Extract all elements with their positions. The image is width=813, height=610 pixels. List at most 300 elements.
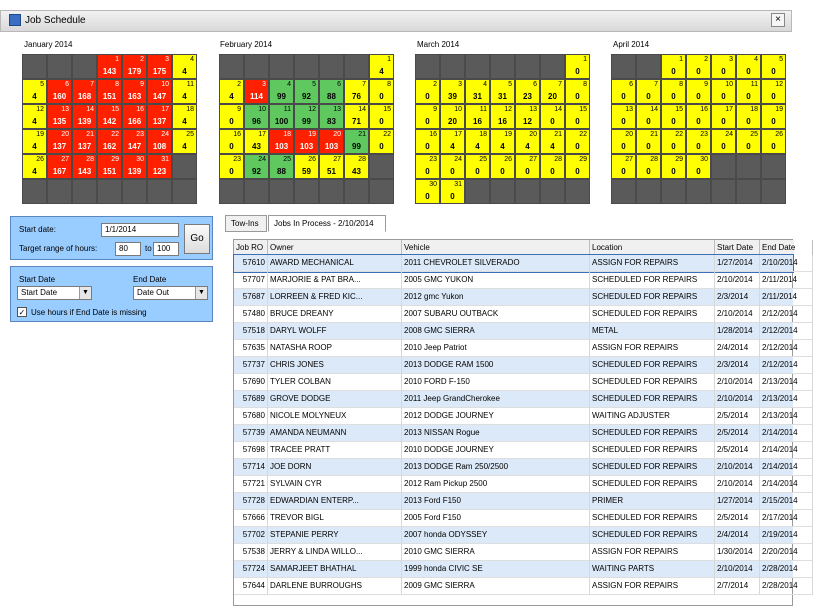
calendar-day[interactable] <box>72 79 97 104</box>
calendar-day[interactable] <box>636 154 661 179</box>
calendar-day[interactable] <box>122 154 147 179</box>
calendar-day[interactable] <box>540 104 565 129</box>
calendar-day[interactable] <box>244 104 269 129</box>
day-number: 23 <box>429 156 437 163</box>
table-row[interactable] <box>234 357 798 374</box>
calendar-empty-cell <box>636 179 661 204</box>
header-job-ro[interactable]: Job RO <box>234 240 268 255</box>
close-button[interactable]: × <box>771 13 785 27</box>
day-number: 25 <box>479 156 487 163</box>
owner-cell: TREVOR BIGL <box>268 510 402 527</box>
day-number: 30 <box>136 156 144 163</box>
calendar-day[interactable] <box>761 79 786 104</box>
calendar-day[interactable] <box>611 129 636 154</box>
calendar-day[interactable] <box>319 79 344 104</box>
day-number: 12 <box>36 106 44 113</box>
location-cell: METAL <box>590 323 715 340</box>
filter-panel <box>10 216 213 260</box>
job-ro-cell: 57702 <box>234 527 268 544</box>
calendar-day[interactable] <box>22 154 47 179</box>
calendar-day[interactable] <box>72 129 97 154</box>
calendar-day[interactable] <box>415 79 440 104</box>
calendar-day[interactable] <box>219 104 244 129</box>
calendar-day[interactable] <box>515 79 540 104</box>
calendar-day[interactable] <box>344 154 369 179</box>
calendar-day[interactable] <box>540 154 565 179</box>
day-hours: 20 <box>548 92 557 101</box>
calendar-day[interactable] <box>369 104 394 129</box>
calendar-day[interactable] <box>147 104 172 129</box>
calendar-day[interactable] <box>22 79 47 104</box>
owner-cell: CHRIS JONES <box>268 357 402 374</box>
day-hours: 4 <box>182 67 187 76</box>
day-number: 8 <box>583 81 587 88</box>
day-hours: 0 <box>621 142 626 151</box>
start-date-select[interactable] <box>17 286 92 300</box>
vehicle-cell: 2007 SUBARU OUTBACK <box>402 306 590 323</box>
calendar-day[interactable] <box>172 129 197 154</box>
calendar-day[interactable] <box>686 129 711 154</box>
day-number: 19 <box>36 131 44 138</box>
calendar-day[interactable] <box>172 104 197 129</box>
day-hours: 59 <box>302 167 311 176</box>
day-hours: 137 <box>52 142 67 151</box>
day-number: 11 <box>283 106 291 113</box>
end-date-cell: 2/19/2014 <box>760 527 813 544</box>
day-hours: 143 <box>77 167 92 176</box>
calendar-day[interactable] <box>415 179 440 204</box>
day-hours: 0 <box>575 167 580 176</box>
day-number: 13 <box>333 106 341 113</box>
day-hours: 16 <box>498 117 507 126</box>
calendar-empty-cell <box>219 179 244 204</box>
day-hours: 0 <box>671 167 676 176</box>
calendar-empty-cell <box>636 54 661 79</box>
calendar-empty-cell <box>172 154 197 179</box>
day-hours: 88 <box>277 167 286 176</box>
day-hours: 0 <box>646 92 651 101</box>
calendar-day[interactable] <box>294 129 319 154</box>
calendar-day[interactable] <box>661 129 686 154</box>
start-date-input[interactable]: 1/1/2014 <box>101 223 179 237</box>
calendar-april <box>611 54 786 204</box>
day-number: 15 <box>383 106 391 113</box>
calendar-day[interactable] <box>611 79 636 104</box>
calendar-day[interactable] <box>490 104 515 129</box>
start-date-cell: 1/27/2014 <box>715 255 760 272</box>
table-row[interactable] <box>234 306 798 323</box>
calendar-day[interactable] <box>147 154 172 179</box>
calendar-day[interactable] <box>540 79 565 104</box>
calendar-day[interactable] <box>294 154 319 179</box>
table-row[interactable] <box>234 272 797 289</box>
day-hours: 4 <box>500 142 505 151</box>
calendar-day[interactable] <box>344 79 369 104</box>
calendar-day[interactable] <box>172 79 197 104</box>
calendar-day[interactable] <box>440 129 465 154</box>
day-hours: 92 <box>302 92 311 101</box>
day-number: 28 <box>650 156 658 163</box>
month-label-march: March 2014 <box>417 40 460 49</box>
day-hours: 0 <box>696 67 701 76</box>
calendar-empty-cell <box>515 179 540 204</box>
calendar-day[interactable] <box>515 154 540 179</box>
job-ro-cell: 57737 <box>234 357 268 374</box>
day-hours: 4 <box>32 142 37 151</box>
vehicle-cell: 2013 Ford F150 <box>402 493 590 510</box>
calendar-empty-cell <box>47 179 72 204</box>
calendar-empty-cell <box>369 154 394 179</box>
job-ro-cell: 57635 <box>234 340 268 357</box>
day-number: 10 <box>725 81 733 88</box>
owner-cell: SAMARJEET BHATHAL <box>268 561 402 578</box>
calendar-day[interactable] <box>711 104 736 129</box>
location-cell: SCHEDULED FOR REPAIRS <box>590 425 715 442</box>
calendar-day[interactable] <box>244 154 269 179</box>
day-hours: 83 <box>327 117 336 126</box>
table-row[interactable] <box>234 493 798 510</box>
day-number: 9 <box>704 81 708 88</box>
table-row[interactable] <box>234 459 798 476</box>
day-hours: 0 <box>450 192 455 201</box>
table-row[interactable] <box>234 340 798 357</box>
table-row[interactable] <box>234 527 798 544</box>
calendar-day[interactable] <box>736 79 761 104</box>
tab-tow-ins[interactable]: Tow-Ins <box>225 215 267 232</box>
table-row[interactable] <box>234 442 798 459</box>
calendar-day[interactable] <box>319 104 344 129</box>
table-header <box>234 240 794 255</box>
day-number: 22 <box>383 131 391 138</box>
calendar-day[interactable] <box>72 104 97 129</box>
day-hours: 0 <box>550 117 555 126</box>
location-cell: SCHEDULED FOR REPAIRS <box>590 289 715 306</box>
end-date-cell: 2/20/2014 <box>760 544 813 561</box>
calendar-day[interactable] <box>711 129 736 154</box>
day-number: 24 <box>258 156 266 163</box>
calendar-day[interactable] <box>465 104 490 129</box>
calendar-day[interactable] <box>319 154 344 179</box>
calendar-empty-cell <box>661 179 686 204</box>
day-hours: 92 <box>252 167 261 176</box>
table-row[interactable] <box>234 323 798 340</box>
hours-to-input[interactable]: 100 <box>153 242 179 256</box>
calendar-day[interactable] <box>611 104 636 129</box>
calendar-empty-cell <box>344 54 369 79</box>
calendar-day[interactable] <box>369 79 394 104</box>
calendar-day[interactable] <box>440 154 465 179</box>
calendar-day[interactable] <box>686 54 711 79</box>
start-date-cell: 2/4/2014 <box>715 527 760 544</box>
calendar-day[interactable] <box>122 54 147 79</box>
day-hours: 0 <box>621 167 626 176</box>
calendar-day[interactable] <box>415 154 440 179</box>
calendar-day[interactable] <box>515 104 540 129</box>
job-ro-cell: 57610 <box>234 255 268 272</box>
calendar-day[interactable] <box>440 179 465 204</box>
calendar-empty-cell <box>22 179 47 204</box>
calendar-day[interactable] <box>122 79 147 104</box>
start-date-cell: 1/28/2014 <box>715 323 760 340</box>
location-cell: SCHEDULED FOR REPAIRS <box>590 442 715 459</box>
day-hours: 4 <box>379 67 384 76</box>
day-number: 21 <box>358 131 366 138</box>
day-number: 17 <box>161 106 169 113</box>
header-location[interactable]: Location <box>590 240 715 255</box>
calendar-day[interactable] <box>122 129 147 154</box>
use-hours-checkbox[interactable]: ✓ <box>18 308 26 317</box>
day-number: 30 <box>429 181 437 188</box>
location-cell: SCHEDULED FOR REPAIRS <box>590 510 715 527</box>
day-number: 8 <box>679 81 683 88</box>
day-number: 2 <box>140 56 144 63</box>
calendar-day[interactable] <box>565 129 590 154</box>
calendar-day[interactable] <box>686 154 711 179</box>
calendar-day[interactable] <box>490 79 515 104</box>
calendar-day[interactable] <box>661 54 686 79</box>
owner-cell: STEPANIE PERRY <box>268 527 402 544</box>
day-hours: 103 <box>324 142 339 151</box>
calendar-day[interactable] <box>465 154 490 179</box>
calendar-day[interactable] <box>369 129 394 154</box>
start-date-cell: 2/10/2014 <box>715 374 760 391</box>
day-number: 6 <box>337 81 341 88</box>
calendar-day[interactable] <box>319 129 344 154</box>
table-row[interactable] <box>234 578 798 595</box>
calendar-day[interactable] <box>490 129 515 154</box>
location-cell: ASSIGN FOR REPAIRS <box>590 578 715 595</box>
day-number: 11 <box>479 106 487 113</box>
table-row[interactable] <box>234 476 798 493</box>
table-row[interactable] <box>234 289 797 306</box>
calendar-day[interactable] <box>244 129 269 154</box>
table-row[interactable] <box>234 374 798 391</box>
calendar-day[interactable] <box>369 54 394 79</box>
calendar-day[interactable] <box>294 79 319 104</box>
calendar-day[interactable] <box>711 54 736 79</box>
calendar-day[interactable] <box>244 79 269 104</box>
vehicle-cell: 2005 GMC YUKON <box>402 272 590 289</box>
calendar-day[interactable] <box>661 104 686 129</box>
table-row[interactable] <box>234 391 798 408</box>
day-hours: 0 <box>621 117 626 126</box>
calendar-day[interactable] <box>72 154 97 179</box>
calendar-day[interactable] <box>122 104 147 129</box>
calendar-day[interactable] <box>22 129 47 154</box>
calendar-day[interactable] <box>47 129 72 154</box>
calendar-day[interactable] <box>565 104 590 129</box>
location-cell: PRIMER <box>590 493 715 510</box>
day-number: 7 <box>90 81 94 88</box>
calendar-empty-cell <box>344 179 369 204</box>
day-hours: 0 <box>550 167 555 176</box>
calendar-day[interactable] <box>736 129 761 154</box>
calendar-day[interactable] <box>147 79 172 104</box>
day-number: 20 <box>61 131 69 138</box>
start-date-cell: 2/10/2014 <box>715 476 760 493</box>
calendar-day[interactable] <box>147 129 172 154</box>
calendar-day[interactable] <box>736 54 761 79</box>
vehicle-cell: 1999 honda CIVIC SE <box>402 561 590 578</box>
header-owner[interactable]: Owner <box>268 240 402 255</box>
start-date-cell: 2/5/2014 <box>715 425 760 442</box>
start-date-cell: 2/3/2014 <box>715 357 760 374</box>
day-hours: 43 <box>352 167 361 176</box>
calendar-day[interactable] <box>711 79 736 104</box>
calendar-day[interactable] <box>47 79 72 104</box>
vehicle-cell: 2008 GMC SIERRA <box>402 323 590 340</box>
day-number: 1 <box>115 56 119 63</box>
vehicle-cell: 2013 NISSAN Rogue <box>402 425 590 442</box>
calendar-day[interactable] <box>344 129 369 154</box>
calendar-empty-cell <box>122 179 147 204</box>
day-hours: 0 <box>721 142 726 151</box>
calendar-day[interactable] <box>636 129 661 154</box>
calendar-day[interactable] <box>97 54 122 79</box>
day-hours: 0 <box>575 117 580 126</box>
calendar-day[interactable] <box>219 154 244 179</box>
owner-cell: LORREEN & FRED KIC... <box>268 289 402 306</box>
day-hours: 23 <box>523 92 532 101</box>
calendar-day[interactable] <box>686 79 711 104</box>
calendar-day[interactable] <box>565 54 590 79</box>
calendar-day[interactable] <box>47 154 72 179</box>
calendar-day[interactable] <box>736 104 761 129</box>
calendar-empty-cell <box>465 54 490 79</box>
table-row[interactable] <box>234 408 798 425</box>
calendar-day[interactable] <box>761 129 786 154</box>
calendar-empty-cell <box>22 54 47 79</box>
day-number: 14 <box>554 106 562 113</box>
day-hours: 162 <box>102 142 117 151</box>
end-date-cell: 2/13/2014 <box>760 391 813 408</box>
calendar-day[interactable] <box>344 104 369 129</box>
day-number: 16 <box>700 106 708 113</box>
calendar-day[interactable] <box>686 104 711 129</box>
day-hours: 0 <box>575 92 580 101</box>
day-number: 4 <box>287 81 291 88</box>
calendar-day[interactable] <box>219 129 244 154</box>
calendar-day[interactable] <box>97 104 122 129</box>
vehicle-cell: 2010 Jeep Patriot <box>402 340 590 357</box>
calendar-day[interactable] <box>761 54 786 79</box>
day-hours: 108 <box>152 142 167 151</box>
header-end-date[interactable]: End Date <box>760 240 813 255</box>
calendar-empty-cell <box>147 179 172 204</box>
use-hours-label: Use hours if End Date is missing <box>31 308 147 317</box>
day-hours: 31 <box>498 92 507 101</box>
calendar-day[interactable] <box>97 154 122 179</box>
day-hours: 123 <box>152 167 167 176</box>
table-row[interactable] <box>234 544 798 561</box>
calendar-day[interactable] <box>440 79 465 104</box>
day-hours: 0 <box>746 92 751 101</box>
day-hours: 0 <box>475 167 480 176</box>
calendar-day[interactable] <box>415 104 440 129</box>
calendar-day[interactable] <box>97 129 122 154</box>
calendar-day[interactable] <box>490 154 515 179</box>
owner-cell: JERRY & LINDA WILLO... <box>268 544 402 561</box>
day-number: 20 <box>529 131 537 138</box>
calendar-empty-cell <box>244 179 269 204</box>
calendar-empty-cell <box>294 179 319 204</box>
table-row[interactable] <box>234 561 798 578</box>
calendar-day[interactable] <box>415 129 440 154</box>
day-hours: 4 <box>550 142 555 151</box>
day-hours: 0 <box>771 142 776 151</box>
go-button[interactable]: Go <box>184 224 210 254</box>
day-number: 4 <box>754 56 758 63</box>
calendar-day[interactable] <box>636 79 661 104</box>
calendar-day[interactable] <box>219 79 244 104</box>
table-row[interactable] <box>234 255 798 272</box>
calendar-day[interactable] <box>294 104 319 129</box>
calendar-day[interactable] <box>97 79 122 104</box>
day-hours: 96 <box>252 117 261 126</box>
day-hours: 0 <box>646 117 651 126</box>
calendar-day[interactable] <box>761 104 786 129</box>
calendar-day[interactable] <box>661 154 686 179</box>
job-ro-cell: 57666 <box>234 510 268 527</box>
calendar-day[interactable] <box>465 129 490 154</box>
end-date-select[interactable] <box>133 286 208 300</box>
to-label: to <box>145 244 152 253</box>
tab-jobs-in-process[interactable]: Jobs In Process - 2/10/2014 <box>268 215 386 232</box>
calendar-day[interactable] <box>540 129 565 154</box>
day-number: 23 <box>700 131 708 138</box>
calendar-day[interactable] <box>47 104 72 129</box>
calendar-day[interactable] <box>269 104 294 129</box>
calendar-day[interactable] <box>636 104 661 129</box>
day-number: 2 <box>704 56 708 63</box>
vehicle-cell: 2010 GMC SIERRA <box>402 544 590 561</box>
calendar-day[interactable] <box>269 79 294 104</box>
day-hours: 103 <box>274 142 289 151</box>
calendar-day[interactable] <box>515 129 540 154</box>
calendar-day[interactable] <box>611 154 636 179</box>
table-row[interactable] <box>234 425 798 442</box>
calendar-day[interactable] <box>172 54 197 79</box>
day-number: 18 <box>283 131 291 138</box>
calendar-empty-cell <box>515 54 540 79</box>
calendar-day[interactable] <box>269 129 294 154</box>
day-number: 24 <box>725 131 733 138</box>
calendar-day[interactable] <box>147 54 172 79</box>
day-number: 29 <box>579 156 587 163</box>
calendar-day[interactable] <box>22 104 47 129</box>
calendar-day[interactable] <box>465 79 490 104</box>
day-hours: 43 <box>252 142 261 151</box>
header-start-date[interactable]: Start Date <box>715 240 760 255</box>
hours-from-input[interactable]: 80 <box>115 242 141 256</box>
day-hours: 51 <box>327 167 336 176</box>
header-vehicle[interactable]: Vehicle <box>402 240 590 255</box>
end-date-cell: 2/14/2014 <box>760 425 813 442</box>
day-hours: 100 <box>274 117 289 126</box>
calendar-day[interactable] <box>661 79 686 104</box>
day-number: 31 <box>161 156 169 163</box>
table-row[interactable] <box>234 510 798 527</box>
day-hours: 4 <box>32 117 37 126</box>
location-cell: ASSIGN FOR REPAIRS <box>590 544 715 561</box>
calendar-day[interactable] <box>565 154 590 179</box>
job-ro-cell: 57707 <box>234 272 268 289</box>
calendar-day[interactable] <box>269 154 294 179</box>
start-date-cell: 2/10/2014 <box>715 459 760 476</box>
day-number: 9 <box>433 106 437 113</box>
calendar-day[interactable] <box>440 104 465 129</box>
calendar-day[interactable] <box>565 79 590 104</box>
